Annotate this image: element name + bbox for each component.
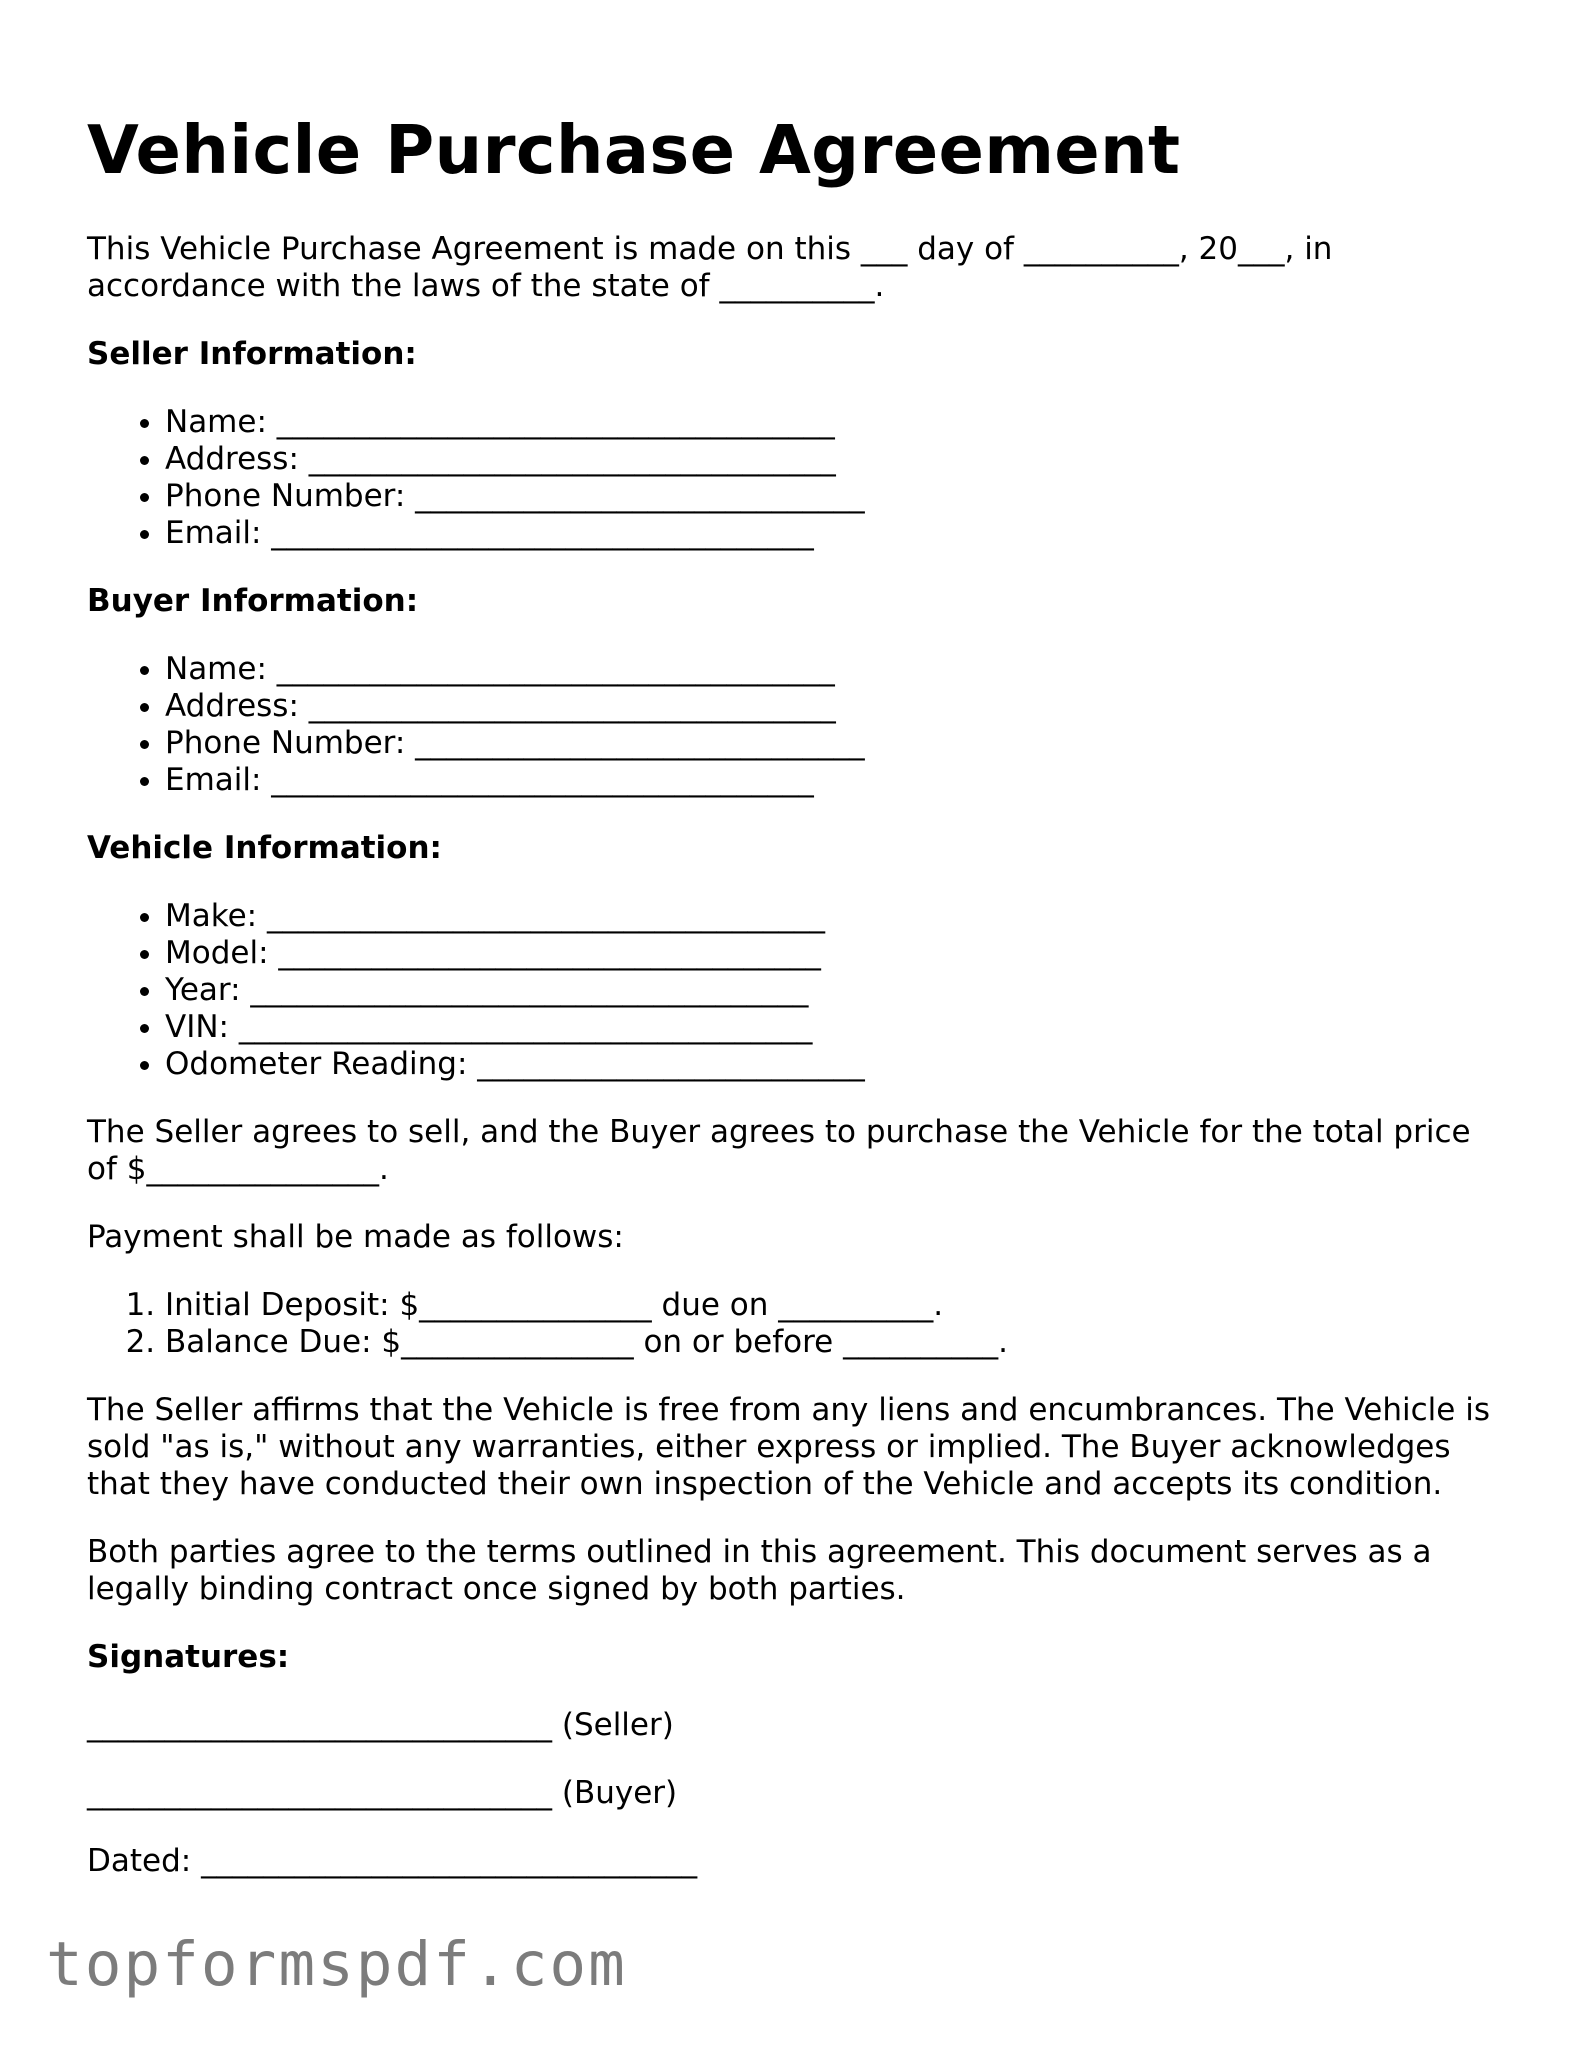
seller-address-field: • Address: __________________________________: [165, 441, 1507, 478]
document-page: [87, 110, 1507, 1911]
document-title: Vehicle Purchase Agreement: [87, 111, 1181, 189]
dated-line: Dated: ________________________________: [87, 1843, 698, 1879]
seller-list: [87, 404, 1507, 552]
seller-name-field: • Name: ____________________________________: [165, 404, 1507, 441]
seller-heading: Seller Information:: [87, 336, 417, 372]
vehicle-list: [87, 898, 1507, 1083]
payment-list: [87, 1287, 1507, 1361]
vehicle-vin-field: • VIN: _____________________________________: [165, 1009, 1507, 1046]
seller-phone-field: • Phone Number: _____________________________: [165, 478, 1507, 515]
buyer-list: [87, 651, 1507, 799]
vehicle-odometer-field: • Odometer Reading: _________________________: [165, 1046, 1507, 1083]
vehicle-year-field: • Year: ____________________________________: [165, 972, 1507, 1009]
seller-email-field: • Email: ___________________________________: [165, 515, 1507, 552]
payment-deposit-item: 1. Initial Deposit: $_______________ due on __________.: [165, 1287, 1507, 1324]
price-paragraph: The Seller agrees to sell, and the Buyer agrees to purchase the Vehicle for the total price of $_______________.: [87, 1114, 1471, 1187]
buyer-address-field: • Address: __________________________________: [165, 688, 1507, 725]
intro-paragraph: This Vehicle Purchase Agreement is made on this ___ day of __________, 20___, in accordance with the laws of the state of __________.: [87, 231, 1333, 304]
buyer-heading: Buyer Information:: [87, 583, 419, 619]
buyer-signature-line: ______________________________ (Buyer): [87, 1775, 678, 1811]
vehicle-heading: Vehicle Information:: [87, 830, 442, 866]
signatures-heading: Signatures:: [87, 1639, 290, 1675]
seller-signature-line: ______________________________ (Seller): [87, 1707, 674, 1743]
affirmation-paragraph: The Seller affirms that the Vehicle is free from any liens and encumbrances. The Vehicle is sold "as is," without any warranties, either express or implied. The Buyer acknowledges that they have conducted their own inspection of the Vehicle and accepts its condition.: [87, 1392, 1490, 1502]
watermark: topformspdf.com: [46, 1929, 627, 2000]
vehicle-make-field: • Make: ____________________________________: [165, 898, 1507, 935]
buyer-name-field: • Name: ____________________________________: [165, 651, 1507, 688]
payment-balance-item: 2. Balance Due: $_______________ on or before __________.: [165, 1324, 1507, 1361]
buyer-email-field: • Email: ___________________________________: [165, 762, 1507, 799]
vehicle-model-field: • Model: ___________________________________: [165, 935, 1507, 972]
agreement-paragraph: Both parties agree to the terms outlined in this agreement. This document serves as a legally binding contract once signed by both parties.: [87, 1534, 1432, 1607]
buyer-phone-field: • Phone Number: _____________________________: [165, 725, 1507, 762]
payment-intro: Payment shall be made as follows:: [87, 1219, 624, 1255]
